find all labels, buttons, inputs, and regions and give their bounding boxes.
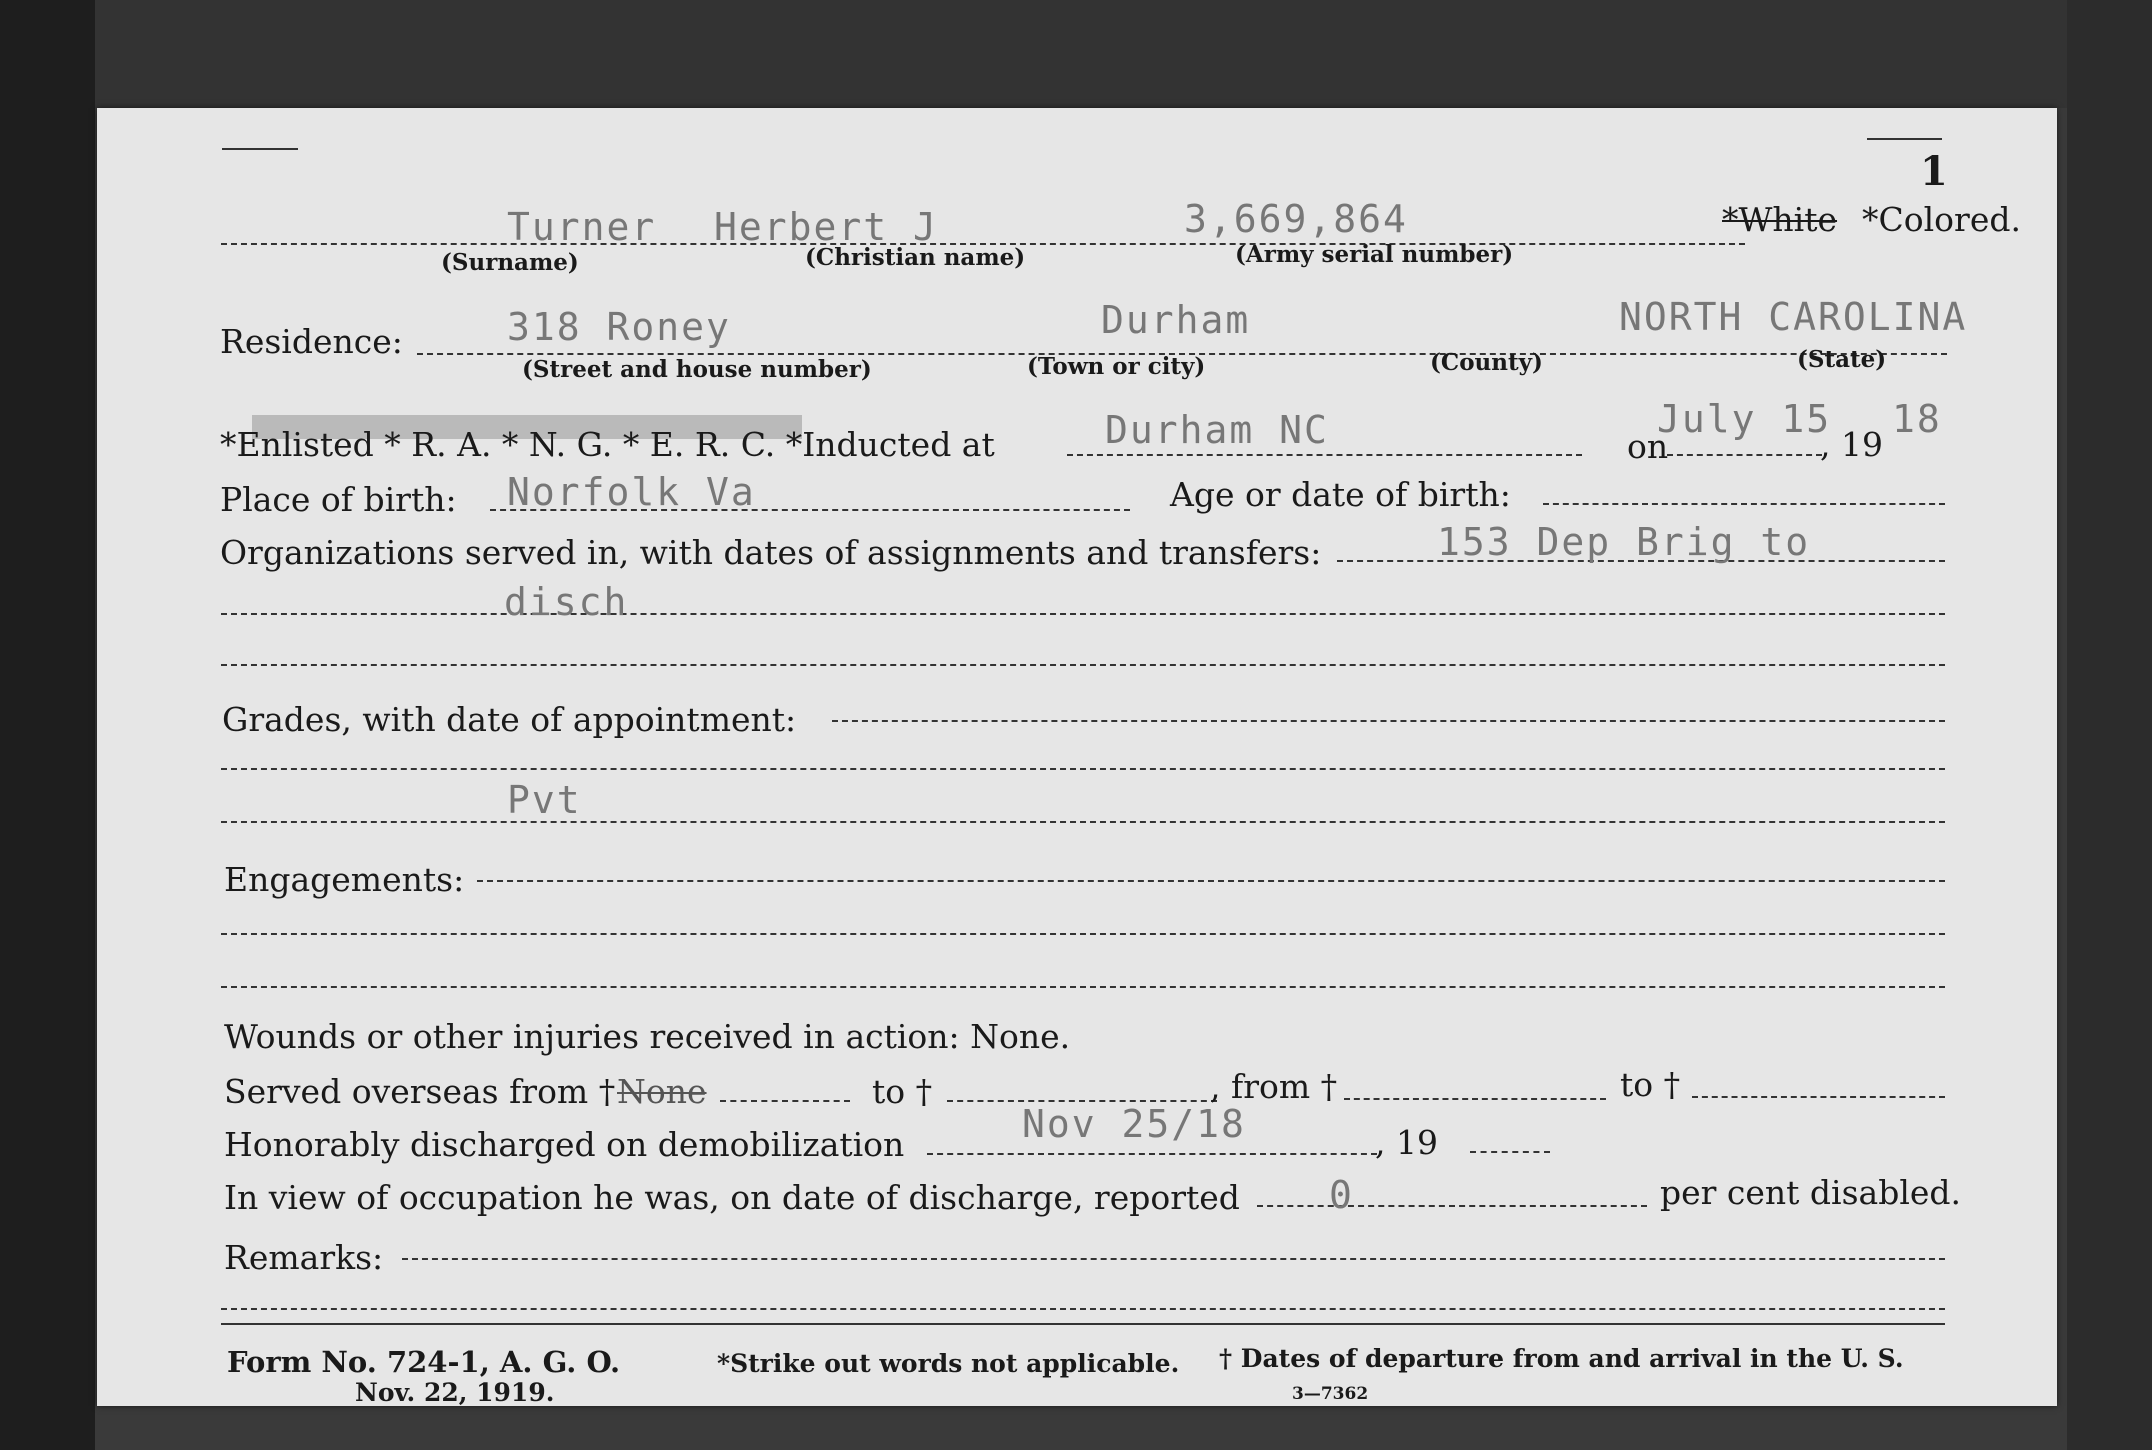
strike-note: *Strike out words not applicable. <box>717 1349 1180 1378</box>
scan-top-border <box>0 0 2152 108</box>
organizations-value-1: 153 Dep Brig to <box>1437 520 1811 564</box>
race-white-text: *White <box>1722 200 1838 239</box>
overseas-from-struck <box>617 1072 707 1111</box>
street-value: 318 Roney <box>507 305 731 349</box>
on-label: on <box>1627 427 1669 466</box>
disability-suffix: per cent disabled. <box>1660 1173 1962 1212</box>
footer-rule <box>221 1323 1945 1325</box>
overseas-to-label-1: to † <box>872 1072 933 1111</box>
overseas-label: Served overseas from † <box>224 1072 616 1111</box>
grades-line-2 <box>221 768 1945 770</box>
engagements-line-2 <box>221 933 1945 935</box>
wounds-label: Wounds or other injuries received in action: None. <box>224 1017 1071 1056</box>
inducted-date-line <box>1667 454 1822 456</box>
discharge-label: Honorably discharged on demobilization <box>224 1125 905 1164</box>
inducted-place-value: Durham NC <box>1105 408 1329 452</box>
remarks-line-2 <box>221 1308 1945 1310</box>
race-colored: *Colored. <box>1862 200 2021 239</box>
engagements-label: Engagements: <box>224 860 465 899</box>
residence-label: Residence: <box>220 322 403 361</box>
age-line <box>1543 503 1945 505</box>
grades-line-3 <box>221 821 1945 823</box>
overseas-from-value: None <box>617 1072 707 1111</box>
dates-note: † Dates of departure from and arrival in the U. S. <box>1219 1344 1904 1373</box>
inducted-place-line <box>1067 454 1582 456</box>
scan-right-border <box>2067 0 2152 1450</box>
inducted-year-value: 18 <box>1892 397 1942 441</box>
town-value: Durham <box>1101 298 1251 342</box>
form-number: Form No. 724-1, A. G. O. <box>227 1345 621 1379</box>
engagements-line-1 <box>477 880 1945 882</box>
top-left-rule <box>222 148 298 150</box>
serial-number-caption: (Army serial number) <box>1235 241 1514 268</box>
remarks-line-1 <box>402 1258 1945 1260</box>
surname-value: Turner <box>507 205 657 249</box>
service-record-card <box>97 108 2057 1406</box>
remarks-label: Remarks: <box>224 1238 384 1277</box>
card-number: 1 <box>1920 148 1948 195</box>
town-caption: (Town or city) <box>1027 353 1206 380</box>
overseas-to-label-2: to † <box>1620 1065 1681 1104</box>
discharge-date-value: Nov 25/18 <box>1022 1102 1246 1146</box>
state-caption: (State) <box>1797 346 1887 373</box>
inducted-date-value: July 15 <box>1657 397 1832 441</box>
disability-value: 0 <box>1329 1173 1354 1217</box>
place-of-birth-value: Norfolk Va <box>507 470 756 514</box>
grades-line-1 <box>832 720 1945 722</box>
organizations-label: Organizations served in, with dates of assignments and transfers: <box>220 533 1322 572</box>
age-label: Age or date of birth: <box>1170 475 1511 514</box>
grade-value: Pvt <box>507 778 582 822</box>
race-white-struck <box>1722 200 1838 239</box>
street-caption: (Street and house number) <box>522 356 872 383</box>
form-date: Nov. 22, 1919. <box>355 1378 555 1407</box>
overseas-from-label-2: , from † <box>1210 1067 1338 1106</box>
scan-left-border <box>0 0 95 1450</box>
grades-label: Grades, with date of appointment: <box>222 700 797 739</box>
serial-number-value: 3,669,864 <box>1184 197 1408 241</box>
print-code: 3—7362 <box>1292 1384 1369 1404</box>
overseas-from-line <box>720 1100 850 1102</box>
disability-line <box>1257 1205 1647 1207</box>
organizations-line-2 <box>221 613 1945 615</box>
place-of-birth-label: Place of birth: <box>220 480 457 519</box>
county-caption: (County) <box>1430 349 1543 376</box>
christian-name-value: Herbert J <box>714 205 938 249</box>
discharge-date-line <box>927 1153 1377 1155</box>
disability-label: In view of occupation he was, on date of discharge, reported <box>224 1178 1240 1217</box>
discharge-year-line <box>1470 1151 1550 1153</box>
top-right-rule <box>1867 138 1942 140</box>
surname-caption: (Surname) <box>441 249 579 276</box>
state-value: NORTH CAROLINA <box>1619 295 1968 339</box>
overseas-from-line-2 <box>1344 1098 1606 1100</box>
enlistment-label: *Enlisted * R. A. * N. G. * E. R. C. *Inducted at <box>220 425 995 464</box>
christian-name-caption: (Christian name) <box>805 244 1026 271</box>
overseas-to-line-2 <box>1692 1096 1945 1098</box>
engagements-line-3 <box>221 986 1945 988</box>
year-prefix: , 19 <box>1820 425 1883 464</box>
discharge-year-suffix: , 19 <box>1375 1123 1438 1162</box>
organizations-value-2: disch <box>504 580 629 624</box>
organizations-line-3 <box>221 664 1945 666</box>
